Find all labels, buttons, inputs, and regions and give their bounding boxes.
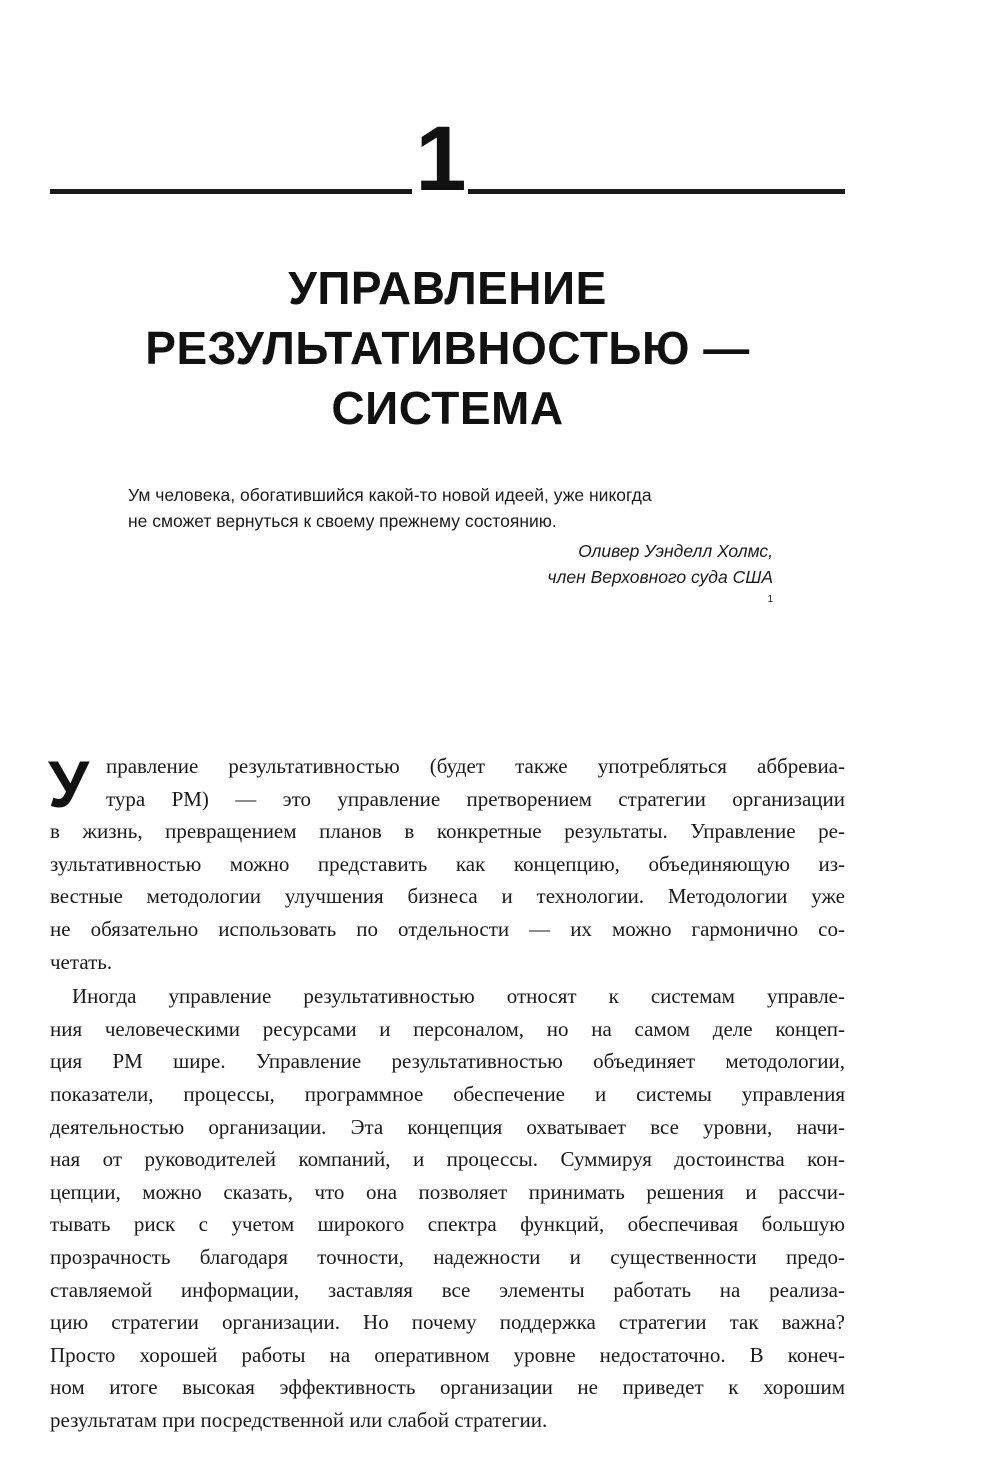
text-line: цию стратегии организации. Но почему поддержка стратегии так важна? xyxy=(50,1310,845,1335)
text-line: тывать риск с учетом широкого спектра функций, обеспечивая большую xyxy=(50,1212,845,1237)
chapter-title-line: УПРАВЛЕНИЕ xyxy=(288,262,607,314)
text-line: не обязательно использовать по отдельности — их можно гармонично со- xyxy=(50,916,845,941)
text-line: ния человеческими ресурсами и персоналом, но на самом деле концеп- xyxy=(50,1016,845,1041)
text-line: прозрачность благодаря точности, надежности и существенности предо- xyxy=(50,1244,845,1269)
footnote-reference[interactable]: 1 xyxy=(767,594,773,606)
epigraph-author: Оливер Уэнделл Холмс, xyxy=(578,541,773,561)
chapter-title-line: РЕЗУЛЬТАТИВНОСТЬЮ — xyxy=(145,322,750,374)
epigraph-author-title-line xyxy=(128,564,773,616)
text-line: вестные методологии улучшения бизнеса и технологии. Методологии уже xyxy=(50,884,845,909)
text-line: ция PM шире. Управление результативностью объединяет методологии, xyxy=(50,1049,845,1074)
chapter-number: 1 xyxy=(415,108,467,210)
epigraph xyxy=(128,482,788,616)
text-line: Просто хорошей работы на оперативном уровне недостаточно. В конеч- xyxy=(50,1342,845,1367)
text-line: деятельностью организации. Эта концепция охватывает все уровни, начи- xyxy=(50,1114,845,1139)
epigraph-line: не сможет вернуться к своему прежнему состоянию. xyxy=(128,511,557,531)
text-line: цепции, можно сказать, что она позволяет принимать решения и рассчи- xyxy=(50,1179,845,1204)
text-line: тура PM) — это управление претворением стратегии организации xyxy=(106,786,845,811)
text-line: ная от руководителей компаний, и процессы. Суммируя достоинства кон- xyxy=(50,1147,845,1172)
epigraph-author-title: член Верховного суда США xyxy=(547,567,773,587)
paragraph-1 xyxy=(48,747,845,978)
epigraph-attribution xyxy=(128,538,773,616)
text-line: зультативностью можно представить как концепцию, объединяющую из- xyxy=(50,851,845,876)
text-line: Иногда управление результативностью относят к системам управле- xyxy=(72,984,845,1009)
chapter-heading xyxy=(50,108,845,210)
text-line: в жизнь, превращением планов в конкретные результаты. Управление ре- xyxy=(50,819,845,844)
text-line: ном итоге высокая эффективность организации не приведет к хорошим xyxy=(50,1375,845,1400)
chapter-title-line: СИСТЕМА xyxy=(331,382,564,434)
chapter-title xyxy=(50,258,845,438)
text-line: четать. xyxy=(50,949,113,974)
chapter-rule-right xyxy=(468,189,845,194)
drop-cap: У xyxy=(48,747,90,821)
epigraph-quote xyxy=(128,482,788,534)
text-line: ставляемой информации, заставляя все элементы работать на реализа- xyxy=(50,1277,845,1302)
chapter-rule-left xyxy=(50,189,412,194)
paragraph-2 xyxy=(50,980,845,1436)
text-line: показатели, процессы, программное обеспечение и системы управления xyxy=(50,1081,845,1106)
epigraph-line: Ум человека, обогатившийся какой-то новой идеей, уже никогда xyxy=(128,485,652,505)
body-text xyxy=(48,747,845,1436)
text-line: результатам при посредственной или слабой стратегии. xyxy=(50,1407,548,1432)
text-line: правление результативностью (будет также употребляться аббревиа- xyxy=(106,754,845,778)
